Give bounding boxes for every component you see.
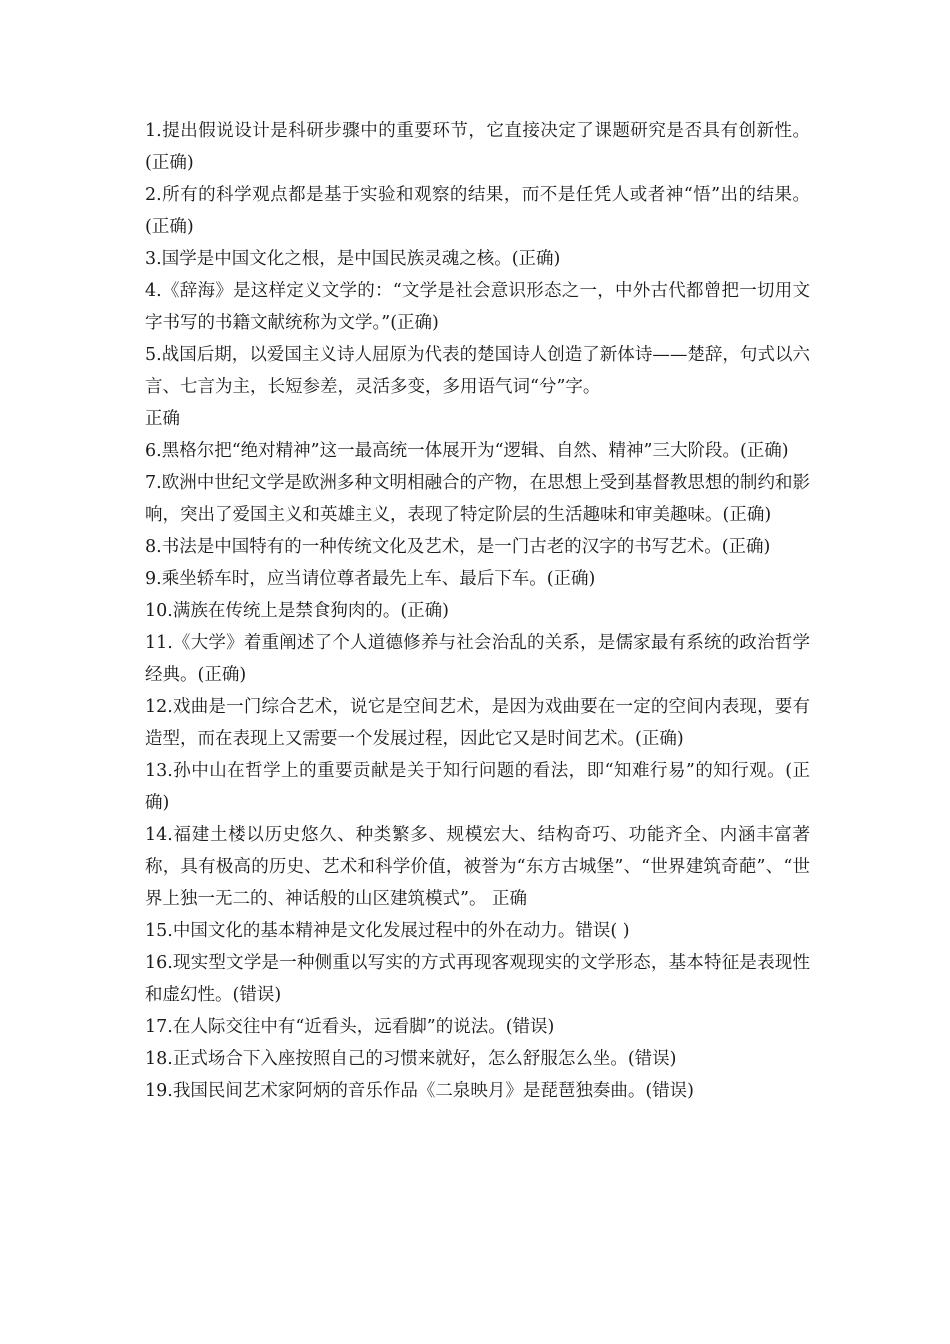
question-item-18: 18.正式场合下入座按照自己的习惯来就好，怎么舒服怎么坐。(错误) bbox=[145, 1049, 677, 1069]
question-item-19: 19.我国民间艺术家阿炳的音乐作品《二泉映月》是琵琶独奏曲。(错误) bbox=[145, 1081, 694, 1101]
question-item-17: 17.在人际交往中有“近看头，远看脚”的说法。(错误) bbox=[145, 1017, 555, 1037]
question-item-14: 14.福建土楼以历史悠久、种类繁多、规模宏大、结构奇巧、功能齐全、内涵丰富著称，具有极高的历史、艺术和科学价值，被誉为“东方古城堡”、“世界建筑奇葩”、“世界上独一无二的、神话般的山区建筑模式”。 正确 bbox=[145, 825, 810, 909]
question-item-1: 1.提出假说设计是科研步骤中的重要环节，它直接决定了课题研究是否具有创新性。(正确) bbox=[145, 121, 810, 173]
question-item-13: 13.孙中山在哲学上的重要贡献是关于知行问题的看法，即“知难行易”的知行观。(正确) bbox=[145, 761, 810, 813]
question-item-15: 15.中国文化的基本精神是文化发展过程中的外在动力。错误( ) bbox=[145, 921, 630, 941]
question-item-3: 3.国学是中国文化之根，是中国民族灵魂之核。(正确) bbox=[145, 249, 561, 269]
question-item-2: 2.所有的科学观点都是基于实验和观察的结果，而不是任凭人或者神“悟”出的结果。(正确) bbox=[145, 185, 810, 237]
question-item-16: 16.现实型文学是一种侧重以写实的方式再现客观现实的文学形态，基本特征是表现性和虚幻性。(错误) bbox=[145, 953, 810, 1005]
question-item-8: 8.书法是中国特有的一种传统文化及艺术，是一门古老的汉字的书写艺术。(正确) bbox=[145, 537, 771, 557]
question-item-5: 5.战国后期，以爱国主义诗人屈原为代表的楚国诗人创造了新体诗——楚辞，句式以六言、七言为主，长短参差，灵活多变，多用语气词“兮”字。 bbox=[145, 345, 810, 397]
question-item-6: 6.黑格尔把“绝对精神”这一最高统一体展开为“逻辑、自然、精神”三大阶段。(正确) bbox=[145, 441, 789, 461]
question-item-12: 12.戏曲是一门综合艺术，说它是空间艺术，是因为戏曲要在一定的空间内表现，要有造型，而在表现上又需要一个发展过程，因此它又是时间艺术。(正确) bbox=[145, 697, 810, 749]
question-item-9: 9.乘坐轿车时，应当请位尊者最先上车、最后下车。(正确) bbox=[145, 569, 596, 589]
question-item-11: 11.《大学》着重阐述了个人道德修养与社会治乱的关系，是儒家最有系统的政治哲学经典。(正确) bbox=[145, 633, 810, 685]
question-item-4: 4.《辞海》是这样定义文学的：“文学是社会意识形态之一，中外古代都曾把一切用文字书写的书籍文献统称为文学。”(正确) bbox=[145, 281, 810, 333]
question-item-7: 7.欧洲中世纪文学是欧洲多种文明相融合的产物，在思想上受到基督教思想的制约和影响，突出了爱国主义和英雄主义，表现了特定阶层的生活趣味和审美趣味。(正确) bbox=[145, 473, 810, 525]
answer-line-5: 正确 bbox=[145, 409, 180, 429]
question-item-10: 10.满族在传统上是禁食狗肉的。(正确) bbox=[145, 601, 449, 621]
question-list bbox=[145, 115, 810, 1107]
